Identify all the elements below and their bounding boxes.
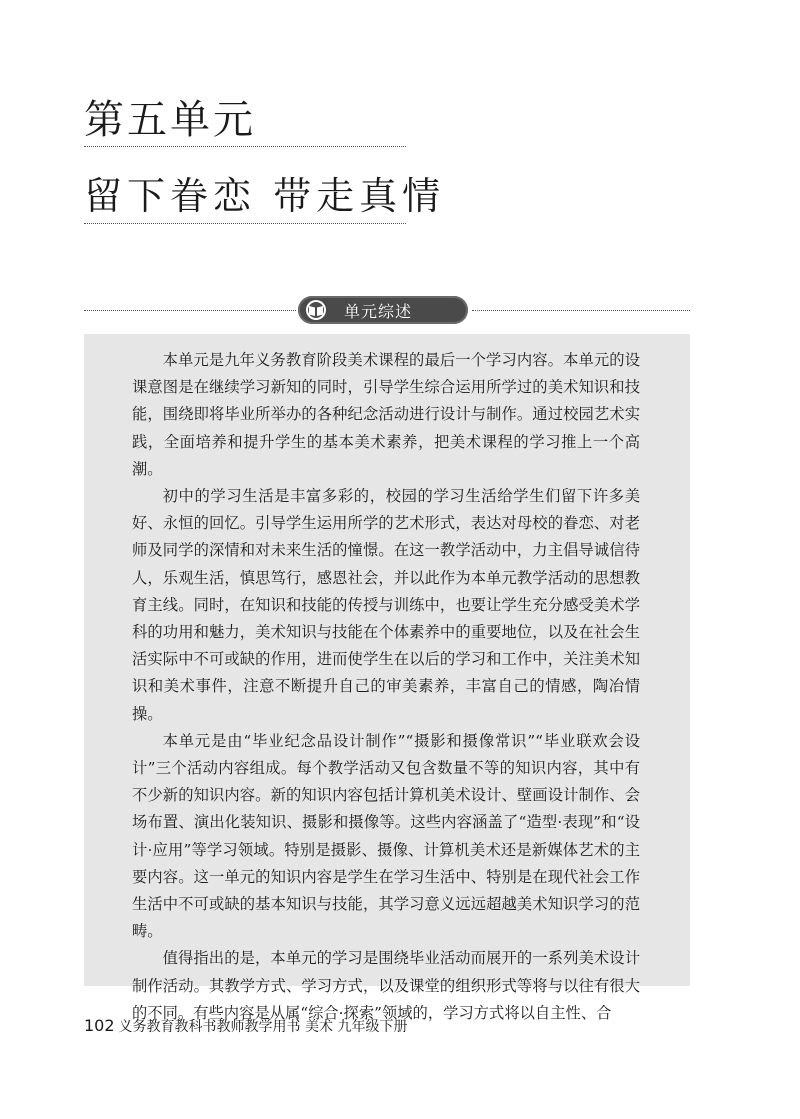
subtitle-divider — [84, 223, 406, 224]
title-divider — [84, 146, 406, 147]
section-divider-left — [84, 310, 296, 311]
unit-subtitle: 留下眷恋 带走真情 — [84, 174, 446, 218]
unit-summary-box — [84, 334, 690, 1022]
summary-paragraph: 本单元是九年义务教育阶段美术课程的最后一个学习内容。本单元的设课意图是在继续学习新知的同时，引导学生综合运用所学过的美术知识和技能，围绕即将毕业所举办的各种纪念活动进行设计与制作。通过校园艺术实践，全面培养和提升学生的基本美术素养，把美术课程的学习推上一个高潮。 — [132, 351, 640, 478]
summary-paragraph: 值得指出的是，本单元的学习是围绕毕业活动而展开的一系列美术设计制作活动。其教学方式、学习方式，以及课堂的组织形式等将与以往有很大的不同。有些内容是从属“综合·探索”领域的，学习方式将以自主性、合 — [132, 949, 640, 1022]
book-title: 义务教育教科书教师教学用书 美术 九年级下册 — [118, 1019, 408, 1035]
section-header-badge — [298, 296, 468, 324]
summary-paragraph: 初中的学习生活是丰富多彩的，校园的学习生活给学生们留下许多美好、永恒的回忆。引导学生运用所学的艺术形式，表达对母校的眷恋、对老师及同学的深情和对未来生活的憧憬。在这一教学活动中，力主倡导诚信待人，乐观生活，慎思笃行，感恩社会，并以此作为本单元教学活动的思想教育主线。同时，在知识和技能的传授与训练中，也要让学生充分感受美术学科的功用和魅力，美术知识与技能在个体素养中的重要地位，以及在社会生活实际中不可或缺的作用，进而使学生在以后的学习和工作中，关注美术知识和美术事件，注意不断提升自己的审美素养，丰富自己的情感，陶冶情操。 — [132, 487, 640, 723]
unit-number-title: 第五单元 — [84, 97, 256, 143]
page-footer — [84, 1016, 407, 1036]
summary-paragraph: 本单元是由“毕业纪念品设计制作”“摄影和摄像常识”“毕业联欢会设计”三个活动内容组成。每个教学活动又包含数量不等的知识内容，其中有不少新的知识内容。新的知识内容包括计算机美术设计、壁画设计制作、会场布置、演出化装知识、摄影和摄像等。这些内容涵盖了“造型·表现”和“设计·应用”等学习领域。特别是摄影、摄像、计算机美术还是新媒体艺术的主要内容。这一单元的知识内容是学生在学习生活中、特别是在现代社会工作生活中不可或缺的基本知识与技能，其学习意义远远超越美术知识学习的范畴。 — [132, 731, 640, 941]
book-icon — [304, 299, 328, 321]
section-label: 单元综述 — [344, 301, 413, 321]
page-number: 102 — [84, 1016, 115, 1035]
section-divider-right — [472, 310, 690, 311]
